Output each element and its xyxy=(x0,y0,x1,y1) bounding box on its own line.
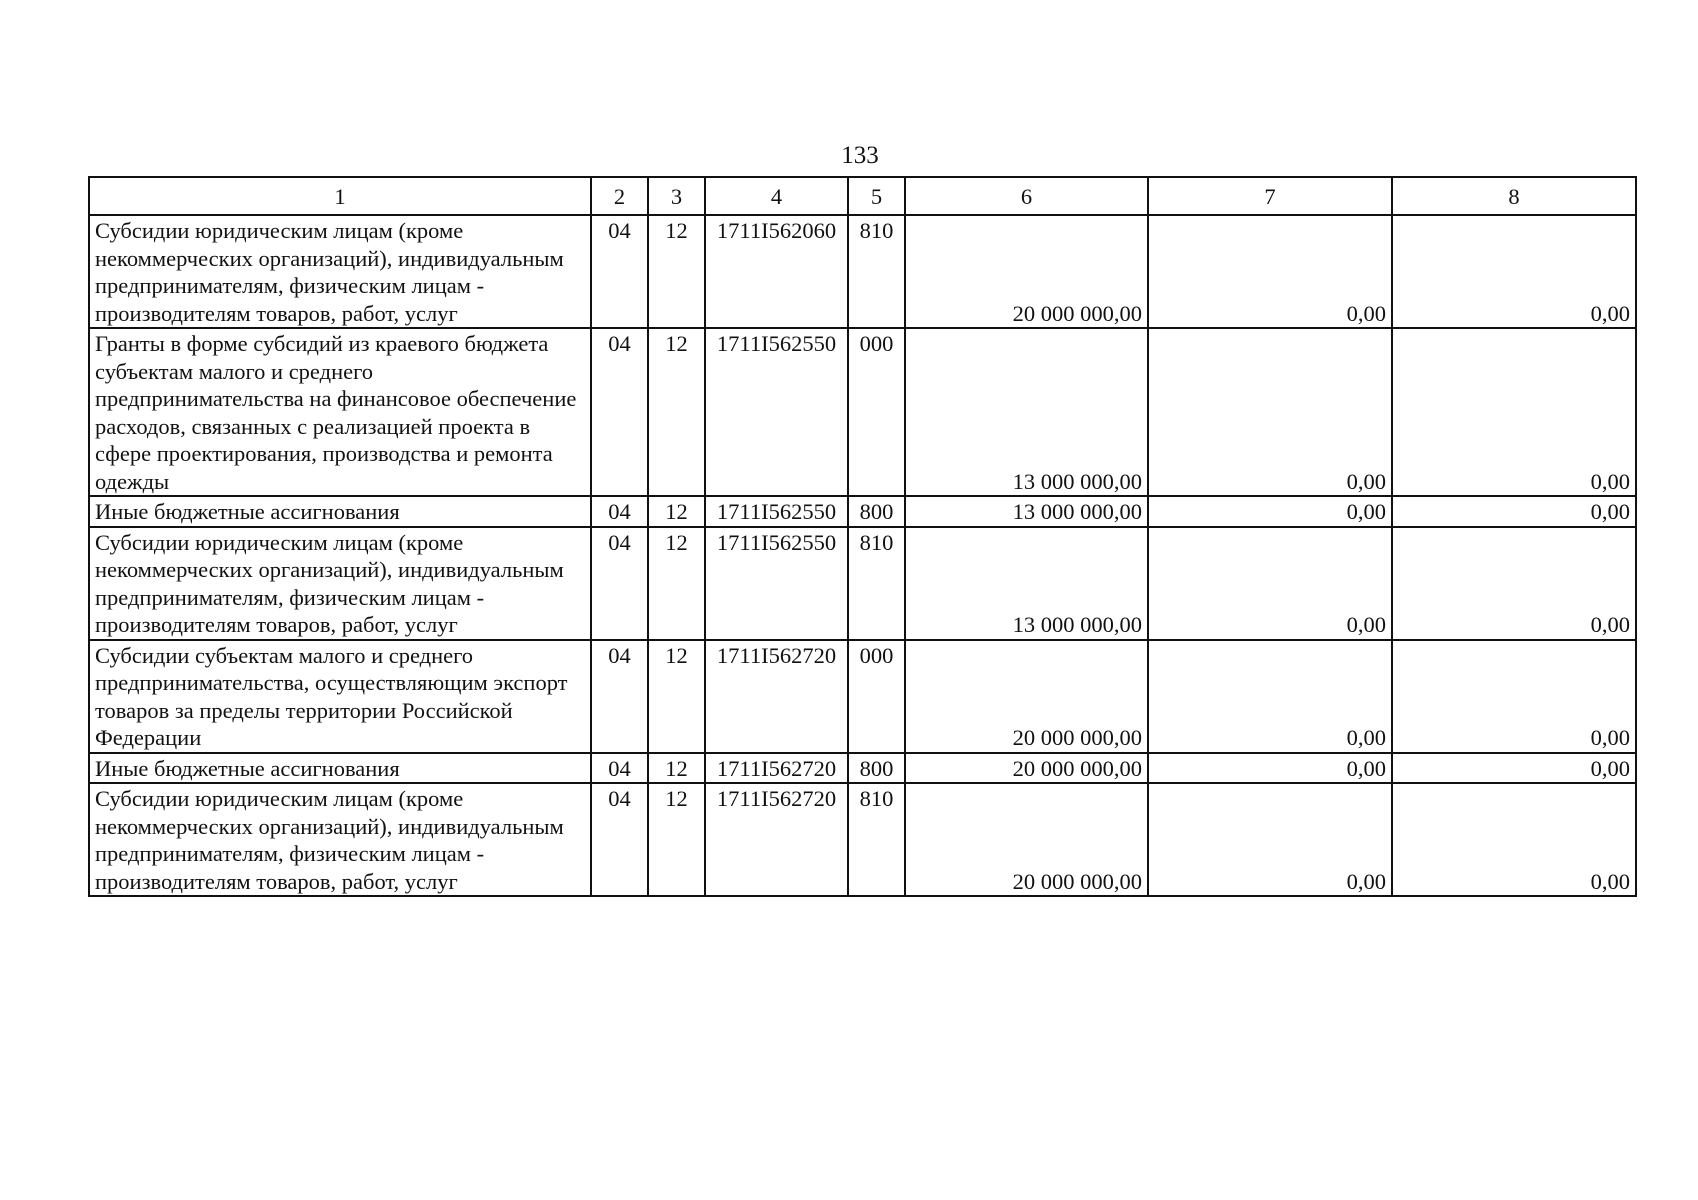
row-amount-7: 0,00 xyxy=(1148,328,1392,496)
row-name: Гранты в форме субсидий из краевого бюджета субъектам малого и среднего предпринимательства на финансовое обеспечение расходов, связанных с реализацией проекта в сфере проектирования, производства и ремонта одежды xyxy=(89,328,591,496)
row-subsection: 12 xyxy=(648,328,705,496)
header-row xyxy=(89,177,1636,215)
table-row xyxy=(89,496,1636,527)
row-amount-6: 20 000 000,00 xyxy=(905,640,1148,753)
table-row xyxy=(89,328,1636,496)
row-amount-6: 20 000 000,00 xyxy=(905,783,1148,896)
row-amount-7: 0,00 xyxy=(1148,753,1392,784)
row-amount-7: 0,00 xyxy=(1148,640,1392,753)
row-amount-6: 20 000 000,00 xyxy=(905,215,1148,328)
row-section: 04 xyxy=(591,753,648,784)
header-col-2: 2 xyxy=(591,177,648,215)
header-col-3: 3 xyxy=(648,177,705,215)
table-row xyxy=(89,640,1636,753)
row-name: Иные бюджетные ассигнования xyxy=(89,496,591,527)
header-col-6: 6 xyxy=(905,177,1148,215)
row-amount-7: 0,00 xyxy=(1148,527,1392,640)
page-number: 133 xyxy=(841,142,879,169)
budget-table xyxy=(88,176,1637,897)
row-target-code: 1711I562550 xyxy=(705,328,848,496)
row-name: Субсидии субъектам малого и среднего предпринимательства, осуществляющим экспорт товаров за пределы территории Российской Федерации xyxy=(89,640,591,753)
row-expense-type: 000 xyxy=(848,328,905,496)
row-expense-type: 810 xyxy=(848,783,905,896)
row-amount-7: 0,00 xyxy=(1148,496,1392,527)
row-expense-type: 810 xyxy=(848,527,905,640)
header-col-5: 5 xyxy=(848,177,905,215)
row-section: 04 xyxy=(591,640,648,753)
row-subsection: 12 xyxy=(648,496,705,527)
row-amount-6: 20 000 000,00 xyxy=(905,753,1148,784)
header-col-4: 4 xyxy=(705,177,848,215)
row-amount-8: 0,00 xyxy=(1392,328,1636,496)
header-col-7: 7 xyxy=(1148,177,1392,215)
row-section: 04 xyxy=(591,783,648,896)
row-amount-6: 13 000 000,00 xyxy=(905,496,1148,527)
row-name: Субсидии юридическим лицам (кроме некоммерческих организаций), индивидуальным предпринимателям, физическим лицам - производителям товаров, работ, услуг xyxy=(89,783,591,896)
table-row xyxy=(89,527,1636,640)
row-subsection: 12 xyxy=(648,753,705,784)
table-row xyxy=(89,783,1636,896)
row-section: 04 xyxy=(591,215,648,328)
row-subsection: 12 xyxy=(648,783,705,896)
row-expense-type: 810 xyxy=(848,215,905,328)
row-subsection: 12 xyxy=(648,215,705,328)
row-target-code: 1711I562550 xyxy=(705,527,848,640)
row-amount-7: 0,00 xyxy=(1148,215,1392,328)
row-target-code: 1711I562720 xyxy=(705,753,848,784)
header-col-8: 8 xyxy=(1392,177,1636,215)
row-amount-8: 0,00 xyxy=(1392,527,1636,640)
row-target-code: 1711I562720 xyxy=(705,783,848,896)
row-target-code: 1711I562720 xyxy=(705,640,848,753)
header-col-1: 1 xyxy=(89,177,591,215)
row-subsection: 12 xyxy=(648,640,705,753)
table-row xyxy=(89,753,1636,784)
table-row xyxy=(89,215,1636,328)
row-amount-6: 13 000 000,00 xyxy=(905,527,1148,640)
row-amount-7: 0,00 xyxy=(1148,783,1392,896)
row-name: Субсидии юридическим лицам (кроме некоммерческих организаций), индивидуальным предпринимателям, физическим лицам - производителям товаров, работ, услуг xyxy=(89,215,591,328)
row-section: 04 xyxy=(591,328,648,496)
row-target-code: 1711I562550 xyxy=(705,496,848,527)
row-name: Иные бюджетные ассигнования xyxy=(89,753,591,784)
row-section: 04 xyxy=(591,527,648,640)
row-name: Субсидии юридическим лицам (кроме некоммерческих организаций), индивидуальным предпринимателям, физическим лицам - производителям товаров, работ, услуг xyxy=(89,527,591,640)
row-amount-8: 0,00 xyxy=(1392,496,1636,527)
row-expense-type: 800 xyxy=(848,496,905,527)
row-amount-8: 0,00 xyxy=(1392,215,1636,328)
row-section: 04 xyxy=(591,496,648,527)
row-expense-type: 800 xyxy=(848,753,905,784)
row-amount-8: 0,00 xyxy=(1392,640,1636,753)
row-amount-6: 13 000 000,00 xyxy=(905,328,1148,496)
row-target-code: 1711I562060 xyxy=(705,215,848,328)
row-amount-8: 0,00 xyxy=(1392,783,1636,896)
row-expense-type: 000 xyxy=(848,640,905,753)
row-amount-8: 0,00 xyxy=(1392,753,1636,784)
row-subsection: 12 xyxy=(648,527,705,640)
